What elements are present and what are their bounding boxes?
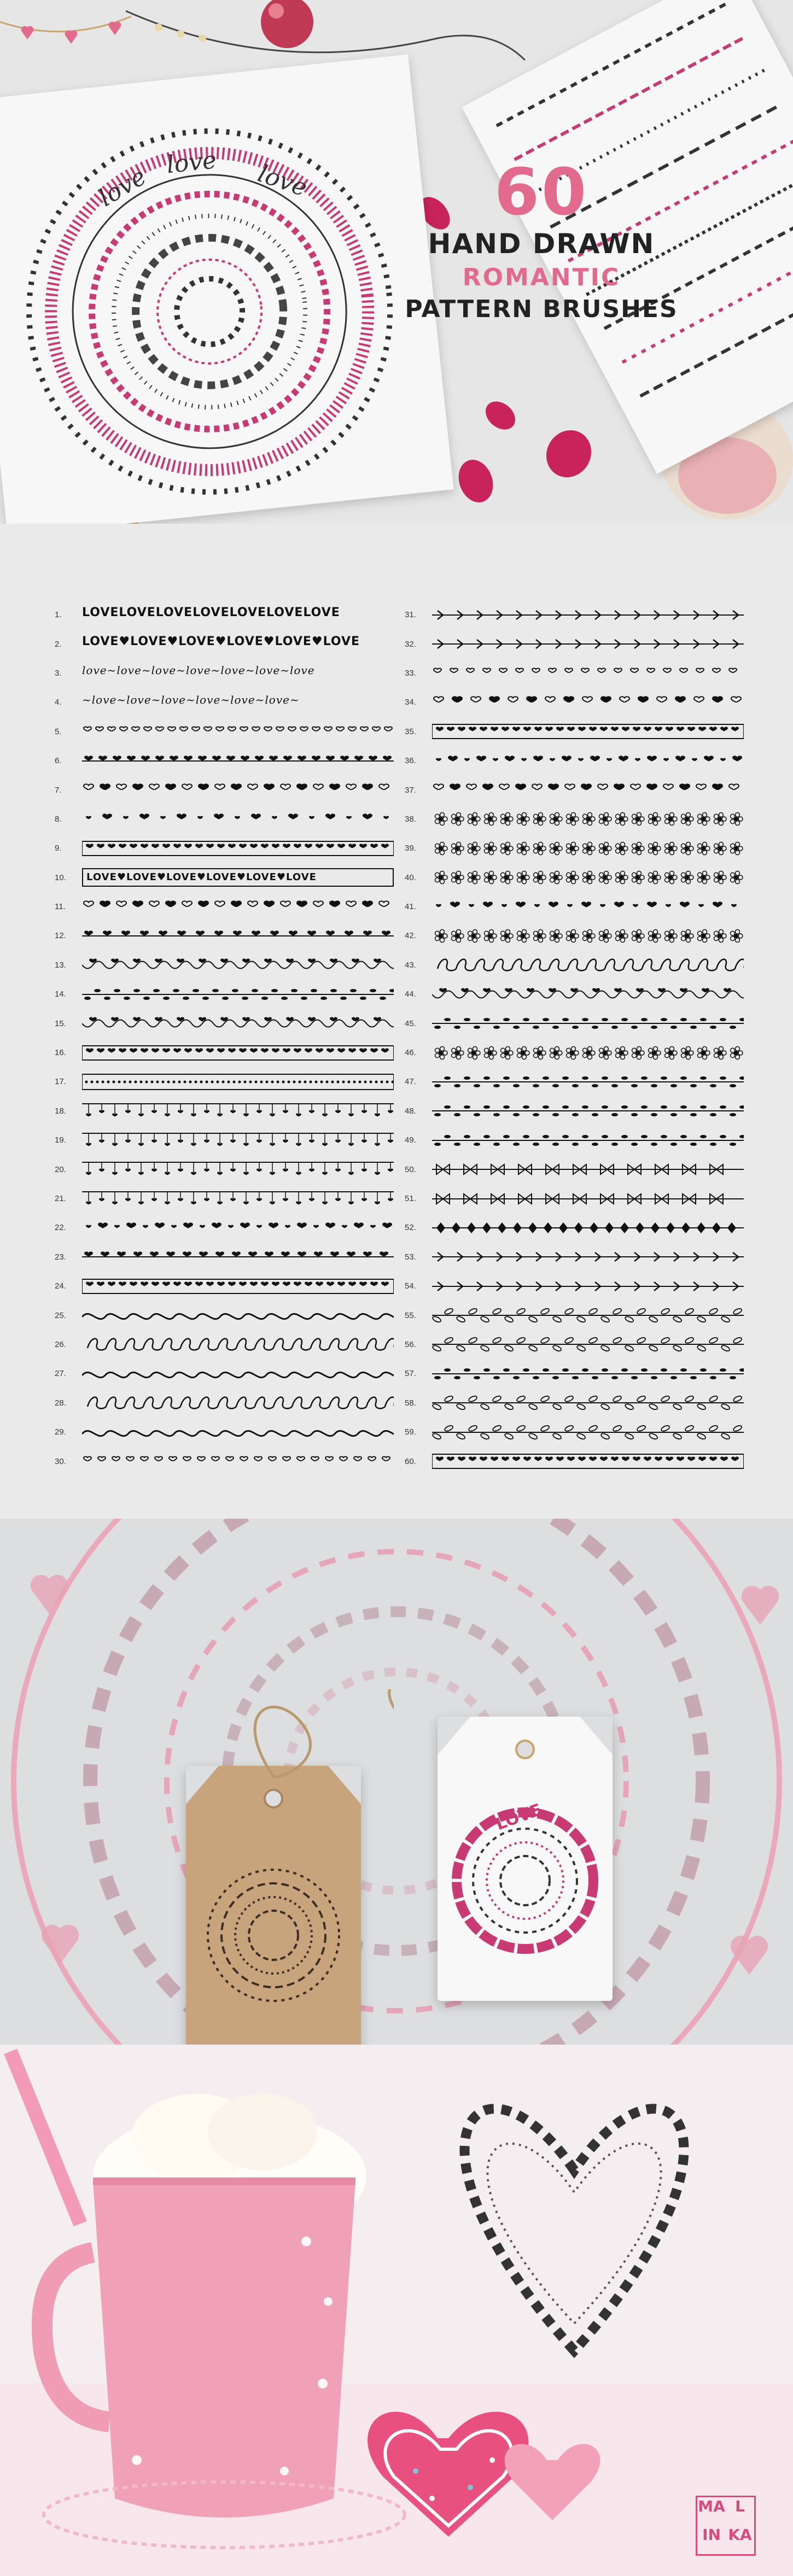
brush-sample <box>82 1044 394 1062</box>
tags-section <box>0 1519 793 2045</box>
brush-sample <box>432 1248 744 1266</box>
brush-sample-art <box>432 1335 744 1354</box>
brush-sample <box>432 722 744 741</box>
brush-sample <box>82 1219 394 1237</box>
brush-sample <box>432 898 744 916</box>
brush-list-section <box>0 524 793 1519</box>
brush-sample-art <box>82 1073 394 1091</box>
brush-row <box>405 1418 744 1447</box>
brush-sample <box>82 1073 394 1091</box>
brush-row <box>405 688 744 717</box>
brush-row <box>405 1184 744 1213</box>
brush-number: 37. <box>405 785 416 795</box>
brush-sample <box>432 956 744 974</box>
brush-sample-art <box>432 1160 744 1179</box>
brush-number: 51. <box>405 1194 416 1203</box>
brush-row <box>55 1418 394 1447</box>
brush-row <box>405 1330 744 1359</box>
brush-sample-art <box>432 985 744 1004</box>
brush-sample <box>432 1452 744 1471</box>
brush-row <box>405 629 744 658</box>
hero-section <box>0 0 793 524</box>
brush-sample-art <box>432 664 744 682</box>
brush-sample-art <box>432 1190 744 1208</box>
brush-sample <box>82 781 394 799</box>
brush-sample <box>432 1306 744 1325</box>
brush-sample <box>432 927 744 945</box>
tag-strings <box>164 1689 394 1799</box>
brush-number: 49. <box>405 1135 416 1145</box>
brush-sample-art <box>82 1160 394 1179</box>
brush-sample <box>82 985 394 1004</box>
brush-lettering: LOVELOVELOVELOVELOVELOVELOVE <box>82 605 340 619</box>
brush-number: 13. <box>55 960 66 970</box>
brush-row <box>55 921 394 950</box>
brush-row <box>55 775 394 804</box>
brush-number: 28. <box>55 1398 66 1408</box>
brush-sample-art <box>82 1102 394 1120</box>
brush-number: 55. <box>405 1310 416 1320</box>
brush-row <box>55 600 394 629</box>
brush-sample-art <box>82 1248 394 1266</box>
brush-row <box>55 1067 394 1096</box>
brush-row <box>405 717 744 746</box>
brush-sample <box>82 1452 394 1471</box>
mandala-word-2: love <box>165 146 218 179</box>
brush-sample <box>82 1277 394 1296</box>
brush-sample-art <box>432 927 744 945</box>
brush-sample-art <box>82 1423 394 1442</box>
brush-sample <box>82 1160 394 1179</box>
brush-sample <box>82 1365 394 1383</box>
brush-number: 50. <box>405 1164 416 1174</box>
brush-sample <box>432 664 744 682</box>
brush-sample <box>82 927 394 945</box>
mandala-word-1: love <box>94 162 151 213</box>
brush-number: 6. <box>55 756 62 766</box>
brush-sample <box>82 1394 394 1412</box>
brush-row <box>55 980 394 1009</box>
brush-number: 38. <box>405 814 416 824</box>
brush-sample-art <box>82 1044 394 1062</box>
brush-sample <box>432 752 744 770</box>
brush-sample <box>82 752 394 770</box>
brush-sample-art <box>82 1277 394 1296</box>
brush-sample <box>82 810 394 828</box>
brush-sample <box>82 1102 394 1120</box>
brush-sample-art <box>82 985 394 1004</box>
brush-sample <box>432 1160 744 1179</box>
brush-sample-art <box>82 722 394 741</box>
brush-sample-art <box>432 1452 744 1471</box>
logo-part-4: KA <box>728 2526 752 2544</box>
brush-row <box>405 1447 744 1476</box>
brush-number: 14. <box>55 990 66 999</box>
brush-sample <box>82 606 394 624</box>
brush-sample <box>82 1248 394 1266</box>
brush-number: 53. <box>405 1252 416 1262</box>
brush-sample-art <box>82 781 394 799</box>
brush-sample <box>82 1306 394 1325</box>
brush-sample-art <box>432 1219 744 1237</box>
brush-sample-art <box>432 752 744 770</box>
brush-sample <box>432 1219 744 1237</box>
brush-lettering: LOVE♥LOVE♥LOVE♥LOVE♥LOVE♥LOVE <box>86 871 317 883</box>
brush-number: 42. <box>405 931 416 941</box>
brush-row <box>55 1184 394 1213</box>
brush-sample <box>82 664 394 682</box>
brush-number: 12. <box>55 931 66 941</box>
brush-sample <box>432 810 744 828</box>
brush-sample <box>432 1423 744 1442</box>
brush-sample-art <box>432 1073 744 1091</box>
brush-row <box>55 1038 394 1067</box>
brush-row <box>55 629 394 658</box>
brush-number: 9. <box>55 844 62 853</box>
brush-number: 19. <box>55 1135 66 1145</box>
brush-number: 23. <box>55 1252 66 1262</box>
brush-sample <box>82 1014 394 1033</box>
brush-sample-art <box>82 1306 394 1325</box>
brush-row <box>405 1038 744 1067</box>
mug-section <box>0 2045 793 2576</box>
brush-sample-art <box>432 1277 744 1296</box>
brush-number: 36. <box>405 756 416 766</box>
brush-sample <box>432 1365 744 1383</box>
brush-sample <box>432 1335 744 1354</box>
brush-sample <box>82 722 394 741</box>
brush-sample-art <box>432 839 744 858</box>
brush-row <box>405 746 744 775</box>
brush-column-right <box>405 600 744 1476</box>
brush-number: 26. <box>55 1339 66 1349</box>
brush-sample <box>432 839 744 858</box>
brush-sample-art <box>432 606 744 624</box>
brush-sample-art <box>82 898 394 916</box>
brush-number: 33. <box>405 668 416 678</box>
brush-sample-art <box>432 1306 744 1325</box>
brush-sample <box>432 1073 744 1091</box>
brush-number: 47. <box>405 1077 416 1087</box>
brush-row <box>55 805 394 834</box>
brush-number: 56. <box>405 1339 416 1349</box>
hero-headline <box>399 154 684 325</box>
brush-row <box>405 1097 744 1126</box>
brush-sample <box>82 898 394 916</box>
brush-sample <box>82 868 394 887</box>
brush-number: 4. <box>55 698 62 707</box>
brush-row <box>55 892 394 921</box>
brush-sample <box>432 1190 744 1208</box>
brush-sample-art <box>432 693 744 712</box>
headline-line-1: HAND DRAWN <box>428 227 655 260</box>
white-gift-tag <box>438 1717 613 2001</box>
brush-row <box>55 1213 394 1242</box>
brush-sample-art <box>82 810 394 828</box>
brush-sample-art <box>82 1452 394 1471</box>
brush-row <box>55 1155 394 1184</box>
brush-row <box>405 1067 744 1096</box>
brush-sample-art <box>432 868 744 887</box>
brush-number: 40. <box>405 873 416 882</box>
brush-sample <box>432 1102 744 1120</box>
tag-love-word: LOVE <box>493 1800 545 1835</box>
mandala-word-3: love <box>254 159 311 202</box>
mug-scene <box>0 2045 793 2576</box>
brush-number: 20. <box>55 1164 66 1174</box>
brush-number: 57. <box>405 1369 416 1379</box>
brush-sample <box>432 1014 744 1033</box>
brush-row <box>405 892 744 921</box>
brush-number: 7. <box>55 785 62 795</box>
brush-row <box>405 1155 744 1184</box>
brush-row <box>55 1301 394 1330</box>
brush-sample-art <box>432 898 744 916</box>
brush-sample <box>82 956 394 974</box>
brush-number: 31. <box>405 610 416 620</box>
brush-sample-art <box>82 1190 394 1208</box>
brush-number: 41. <box>405 902 416 912</box>
brush-row <box>55 1272 394 1301</box>
brush-row <box>55 717 394 746</box>
brush-sample <box>432 1277 744 1296</box>
brush-sample <box>432 635 744 653</box>
brush-number: 18. <box>55 1106 66 1116</box>
brush-row <box>55 1330 394 1359</box>
brush-sample <box>82 839 394 858</box>
headline-line-3: PATTERN BRUSHES <box>405 295 678 324</box>
brush-number: 25. <box>55 1310 66 1320</box>
brush-number: 2. <box>55 639 62 649</box>
brush-lettering: love~love~love~love~love~love~love <box>82 664 315 677</box>
brush-number: 17. <box>55 1077 66 1087</box>
brush-sample-art <box>432 1423 744 1442</box>
brush-number: 21. <box>55 1194 66 1203</box>
brush-sample-art <box>82 1131 394 1150</box>
brush-row <box>405 1359 744 1388</box>
brush-sample <box>82 693 394 712</box>
brush-number: 5. <box>55 727 62 736</box>
brush-number: 22. <box>55 1223 66 1233</box>
brush-row <box>55 659 394 688</box>
brush-sample <box>82 1131 394 1150</box>
brush-row <box>405 921 744 950</box>
brush-sample <box>82 1190 394 1208</box>
brush-number: 58. <box>405 1398 416 1408</box>
brush-sample <box>82 1423 394 1442</box>
brush-number: 27. <box>55 1369 66 1379</box>
brush-column-left <box>55 600 394 1476</box>
brush-sample-art <box>82 1394 394 1412</box>
brush-sample-art <box>432 956 744 974</box>
brush-number: 48. <box>405 1106 416 1116</box>
brush-number: 10. <box>55 873 66 882</box>
brush-row <box>405 1213 744 1242</box>
brush-sample <box>432 985 744 1004</box>
brush-row <box>405 1243 744 1272</box>
brush-sample-art <box>82 1014 394 1033</box>
brush-number: 45. <box>405 1018 416 1028</box>
brush-sample-art <box>432 1394 744 1412</box>
brush-sample <box>432 868 744 887</box>
mandala-illustration <box>0 54 454 524</box>
brush-number: 15. <box>55 1018 66 1028</box>
brush-sample-art <box>432 1365 744 1383</box>
brush-sample-art <box>82 1335 394 1354</box>
brush-row <box>55 1243 394 1272</box>
brush-sample-art <box>82 1365 394 1383</box>
brush-row <box>405 600 744 629</box>
brush-sample-art <box>432 1044 744 1062</box>
brush-number: 30. <box>55 1456 66 1466</box>
brush-row <box>405 659 744 688</box>
logo-part-2: L <box>735 2497 745 2515</box>
brush-row <box>405 834 744 863</box>
brush-lettering: ~love~love~love~love~love~love~ <box>82 693 300 706</box>
brush-number: 16. <box>55 1048 66 1058</box>
brush-sample-art <box>82 927 394 945</box>
brush-row <box>55 688 394 717</box>
brush-count: 60 <box>494 154 589 230</box>
brush-number: 46. <box>405 1048 416 1058</box>
brush-sample-art <box>82 752 394 770</box>
brush-row <box>55 1097 394 1126</box>
brush-sample <box>82 635 394 653</box>
brush-row <box>405 951 744 980</box>
brush-sample-art <box>432 1131 744 1150</box>
brush-row <box>55 863 394 892</box>
brush-number: 59. <box>405 1427 416 1437</box>
brush-sample <box>82 1335 394 1354</box>
brush-row <box>405 1301 744 1330</box>
brush-number: 43. <box>405 960 416 970</box>
brush-number: 44. <box>405 990 416 999</box>
brush-sample <box>432 606 744 624</box>
brush-row <box>55 1447 394 1476</box>
brush-sample-art <box>432 1248 744 1266</box>
brush-row <box>405 1126 744 1155</box>
brush-sample-art <box>432 781 744 799</box>
brush-row <box>55 834 394 863</box>
brush-row <box>405 1009 744 1038</box>
brush-number: 34. <box>405 698 416 707</box>
brush-row <box>405 863 744 892</box>
brush-sample-art <box>432 810 744 828</box>
brush-row <box>405 1272 744 1301</box>
brush-number: 11. <box>55 902 66 912</box>
brush-number: 1. <box>55 610 62 620</box>
brush-sample-art <box>82 839 394 858</box>
brush-number: 24. <box>55 1281 66 1291</box>
kraft-gift-tag <box>186 1766 361 2050</box>
brush-row <box>55 951 394 980</box>
brush-sample-art <box>432 635 744 653</box>
brush-number: 60. <box>405 1456 416 1466</box>
brush-sample-art <box>82 956 394 974</box>
brand-logo <box>696 2496 756 2556</box>
brush-row <box>55 1359 394 1388</box>
brush-row <box>405 980 744 1009</box>
brush-sample <box>432 1394 744 1412</box>
brush-row <box>405 805 744 834</box>
brush-sample-art <box>432 1102 744 1120</box>
brush-lettering: LOVE♥LOVE♥LOVE♥LOVE♥LOVE♥LOVE <box>82 635 360 649</box>
tags-background-pattern <box>0 1519 793 2045</box>
headline-line-2: ROMANTIC <box>462 263 621 291</box>
brush-number: 32. <box>405 639 416 649</box>
logo-part-1: MA <box>698 2497 725 2515</box>
brush-sample-art <box>432 722 744 741</box>
brush-row <box>55 1126 394 1155</box>
brush-sample <box>432 1044 744 1062</box>
brush-row <box>55 746 394 775</box>
brush-number: 52. <box>405 1223 416 1233</box>
brush-sample <box>432 1131 744 1150</box>
brush-number: 39. <box>405 844 416 853</box>
brush-row <box>405 775 744 804</box>
brush-sample-art <box>432 1014 744 1033</box>
brush-row <box>55 1389 394 1418</box>
brush-number: 3. <box>55 668 62 678</box>
brush-number: 35. <box>405 727 416 736</box>
logo-part-3: IN <box>702 2526 721 2544</box>
brush-row <box>55 1009 394 1038</box>
brush-sample <box>432 693 744 712</box>
brush-row <box>405 1389 744 1418</box>
brush-number: 8. <box>55 814 62 824</box>
brush-sample <box>432 781 744 799</box>
brush-number: 29. <box>55 1427 66 1437</box>
brush-number: 54. <box>405 1281 416 1291</box>
mandala-paper <box>0 54 454 524</box>
brush-sample-art <box>82 1219 394 1237</box>
